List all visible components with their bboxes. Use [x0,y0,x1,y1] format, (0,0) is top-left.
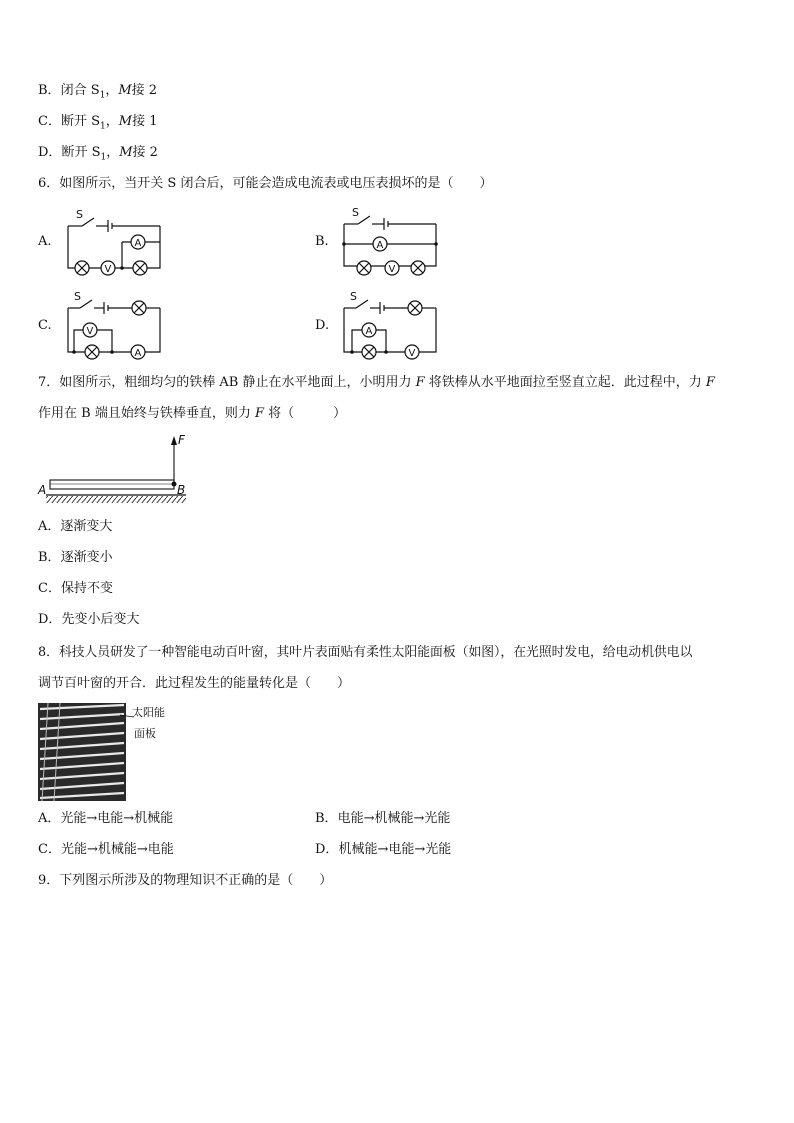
variable: M [118,83,132,98]
option-text: 机械能→电能→光能 [338,842,452,857]
photo-label: 太阳能 [132,706,165,719]
q6-label-d: D. [315,318,330,333]
ammeter-label: A [376,240,384,251]
subscript: 1 [100,121,106,132]
variable: F [254,406,264,421]
circuit-diagram-c [62,288,166,362]
switch-label: S [76,208,83,221]
stem-text: 将（ ） [263,406,347,421]
q7-stem-line2 [38,405,346,423]
option-letter: D． [315,842,339,857]
variable: M [119,145,133,160]
option-text: 先变小后变大 [61,612,140,627]
q6-label-a: A. [38,234,52,249]
q7-option-a [38,518,112,536]
iron-rod-figure [36,432,196,510]
option-text: 电能→机械能→光能 [337,811,451,826]
option-text: 断开 S [61,145,101,160]
option-text: 接 1 [132,114,158,129]
option-text: 断开 S [60,114,100,129]
ammeter-label: A [365,326,373,337]
option-letter: B． [38,550,61,565]
option-text: 接 2 [132,145,158,160]
q7-option-b [38,549,113,567]
option-text: ， [105,83,119,98]
q8-option-d [315,841,451,859]
force-label: F [178,433,185,447]
voltmeter-label: V [388,264,396,275]
end-a-label: A [38,483,47,497]
variable: F [415,375,425,390]
switch-label: S [350,290,357,303]
option-text: 闭合 S [60,83,100,98]
switch-label: S [352,206,359,219]
q8-option-c [38,841,174,859]
circuit-diagram-a [62,206,166,278]
q7-option-c [38,580,113,598]
q8-option-b [315,810,450,828]
option-letter: C． [38,842,61,857]
option-letter: D． [38,612,62,627]
photo-label: 面板 [134,727,156,740]
option-text: 逐渐变小 [60,550,113,565]
option-letter: D． [38,145,62,160]
option-text: 光能→机械能→电能 [60,842,174,857]
subscript: 1 [100,152,107,163]
q7-option-d [38,611,139,629]
voltmeter-label: V [86,326,94,337]
voltmeter-label: V [104,264,112,275]
q6-label-b: B. [315,234,329,249]
voltmeter-label: V [408,348,416,359]
q5-option-c [38,113,157,136]
ammeter-label: A [134,238,142,249]
option-letter: A． [38,811,61,826]
q8-stem-line1: 8．科技人员研发了一种智能电动百叶窗，其叶片表面贴有柔性太阳能面板（如图），在光照时发电，给电动机供电以 [38,645,693,660]
circuit-diagram-b [338,204,442,278]
option-letter: B． [38,83,61,98]
option-letter: A． [38,519,61,534]
q5-option-b [38,82,157,105]
end-b-label: B [177,483,186,497]
q6-stem: 6．如图所示，当开关 S 闭合后，可能会造成电流表或电压表损坏的是（ ） [38,176,493,191]
subscript: 1 [99,90,106,101]
ammeter-label: A [134,348,142,359]
q8-stem-line2: 调节百叶窗的开合．此过程发生的能量转化是（ ） [38,676,351,691]
option-text: 接 2 [131,83,158,98]
stem-text: 作用在 B 端且始终与铁棒垂直，则力 [38,406,255,421]
arrow-head-icon [171,436,177,445]
stem-text: 将铁棒从水平地面拉至竖直立起．此过程中，力 [424,375,706,390]
option-text: 逐渐变大 [60,519,113,534]
option-letter: C． [38,114,61,129]
option-text: ， [105,114,119,129]
option-text: ， [106,145,120,160]
stem-text: 7．如图所示，粗细均匀的铁棒 AB 静止在水平地面上，小明用力 [38,375,416,390]
variable: F [705,375,715,390]
option-letter: C． [38,581,61,596]
q5-option-d [38,144,158,167]
q9-stem: 9．下列图示所涉及的物理知识不正确的是（ ） [38,873,333,888]
switch-label: S [74,290,81,303]
q8-option-a [38,810,173,828]
option-letter: B． [315,811,338,826]
variable: M [118,114,133,129]
q7-stem-line1 [38,374,715,392]
option-text: 光能→电能→机械能 [60,811,174,826]
circuit-diagram-d [338,288,442,362]
q6-label-c: C. [38,318,52,333]
iron-rod [50,480,174,489]
option-text: 保持不变 [60,581,113,596]
blinds-photo [38,703,168,801]
